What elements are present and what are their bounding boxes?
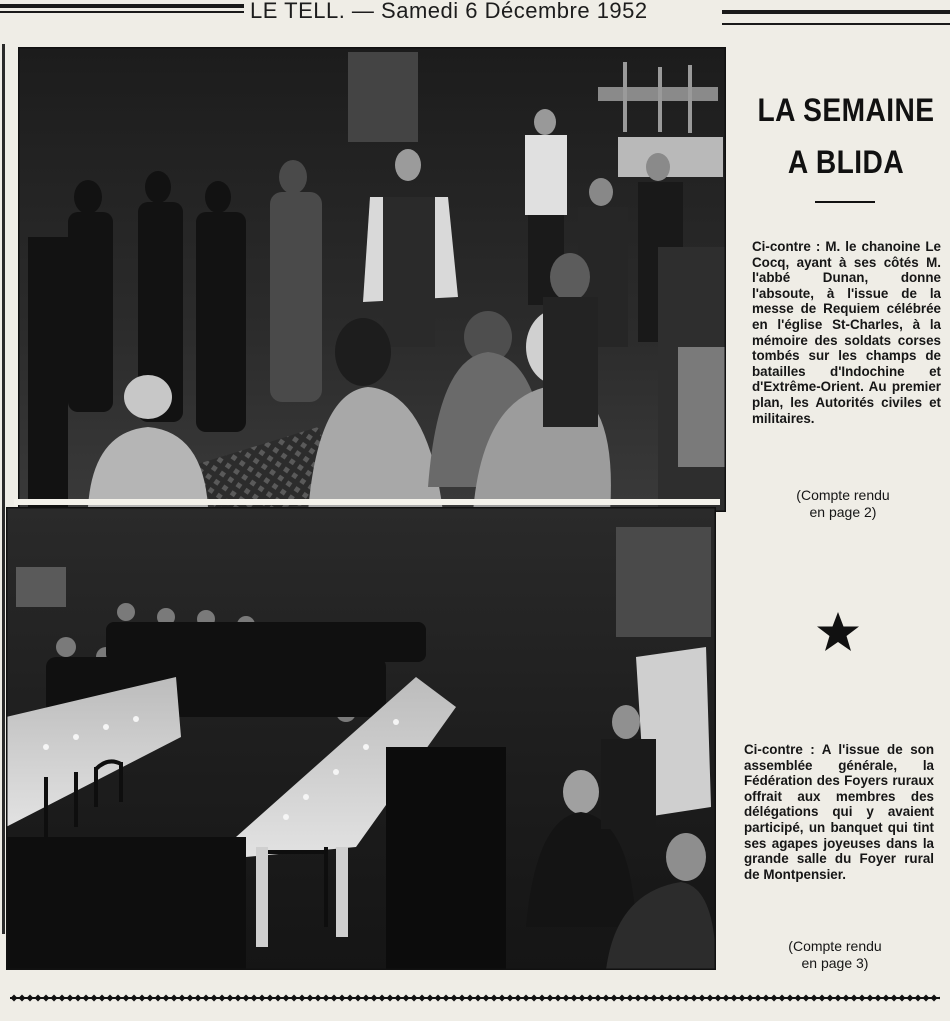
page-reference-2 xyxy=(764,938,906,972)
headline-line-2: A BLIDA xyxy=(787,144,905,180)
column-rule xyxy=(2,44,5,934)
masthead: LE TELL. — Samedi 6 Décembre 1952 xyxy=(250,0,648,23)
headline-line-1: LA SEMAINE xyxy=(757,92,935,128)
caption-requiem-mass: Ci-contre : M. le chanoine Le Cocq, ayant à ses côtés M. l'abbé Dunan, donne l'absoute, à l'issue de la messe de Requiem célébrée en l'église St-Charles, à la mémoire des soldats corses tombés sur les champs de batailles d'Indochine et d'Extrême-Orient. Au premier plan, les Autorités civiles et militaires. xyxy=(752,239,941,426)
photo-banquet xyxy=(6,507,716,970)
photo-divider xyxy=(14,499,720,505)
bottom-ornamental-rule xyxy=(10,994,940,1002)
photo-banquet-image xyxy=(6,507,716,970)
photo-requiem-mass-image xyxy=(18,47,726,512)
headline-rule xyxy=(815,201,875,203)
page-reference-2-line-1: (Compte rendu xyxy=(788,938,882,954)
page-reference-1-line-1: (Compte rendu xyxy=(796,487,890,503)
header-rule-left xyxy=(0,4,244,13)
page-reference-2-line-2: en page 3) xyxy=(801,955,869,971)
star-icon xyxy=(815,610,861,654)
caption-banquet: Ci-contre : A l'issue de son assemblée générale, la Fédération des Foyers ruraux offrait aux membres des délégations qui y avaient participé, un banquet qui tint ses agapes joyeuses dans la grande salle du Foyer rural de Montpensier. xyxy=(744,742,934,882)
page-reference-1 xyxy=(772,487,914,521)
header-rule-right xyxy=(722,10,950,25)
headline xyxy=(744,84,948,188)
page-reference-1-line-2: en page 2) xyxy=(809,504,877,520)
photo-requiem-mass xyxy=(18,47,726,512)
